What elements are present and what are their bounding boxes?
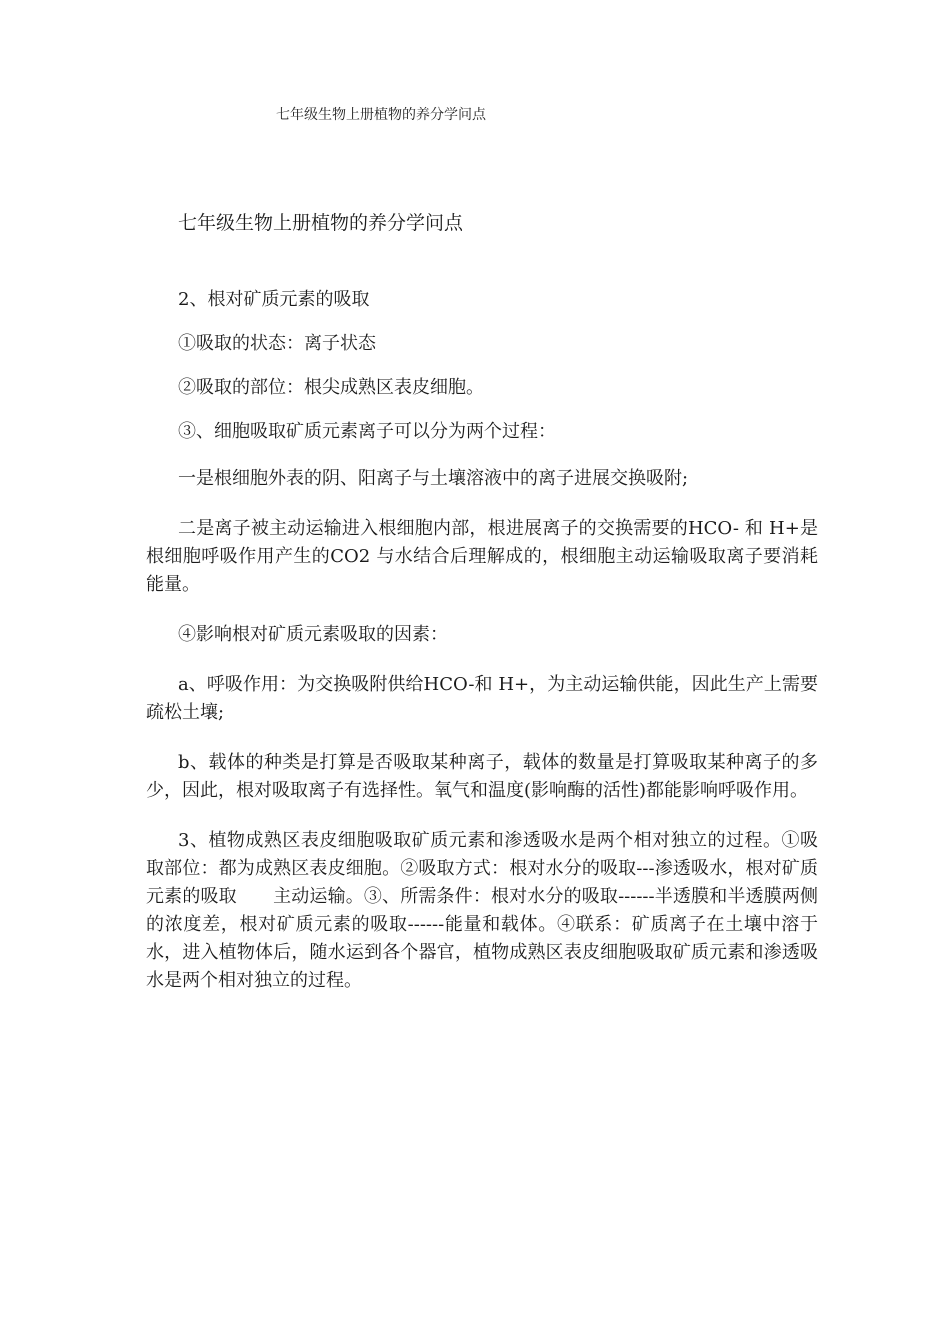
paragraph-exchange-adsorption: 一是根细胞外表的阴、阳离子与土壤溶液中的离子进展交换吸附; <box>178 468 689 489</box>
paragraph-carriers: b、载体的种类是打算是否吸取某种离子，载体的数量是打算吸取某种离子的多少，因此，根对吸取离子有选择性。氧气和温度(影响酶的活性)都能影响呼吸作用。 <box>146 752 818 801</box>
list-item-absorption-process: ③、细胞吸取矿质元素离子可以分为两个过程： <box>178 421 556 442</box>
document-title: 七年级生物上册植物的养分学问点 <box>178 212 464 234</box>
running-header: 七年级生物上册植物的养分学问点 <box>276 107 486 123</box>
list-item-absorption-site: ②吸取的部位：根尖成熟区表皮细胞。 <box>178 377 484 398</box>
list-item-influencing-factors: ④影响根对矿质元素吸取的因素： <box>178 624 448 645</box>
section-3-paragraph: 3、植物成熟区表皮细胞吸取矿质元素和渗透吸水是两个相对独立的过程。①吸取部位：都为成熟区表皮细胞。②吸取方式：根对水分的吸取---渗透吸水，根对矿质元素的吸取 主动运输。③、所需条件：根对水分的吸取------半透膜和半透膜两侧的浓度差，根对矿质元素的吸取------能量和载体。④联系：矿质离子在土壤中溶于水，进入植物体后，随水运到各个器官，植物成熟区表皮细胞吸取矿质元素和渗透吸水是两个相对独立的过程。 <box>146 830 818 991</box>
paragraph-respiration: a、呼吸作用：为交换吸附供给HCO-和 H+，为主动运输供能，因此生产上需要疏松土壤; <box>146 674 818 723</box>
list-item-absorption-state: ①吸取的状态：离子状态 <box>178 333 376 354</box>
section-heading-2: 2、根对矿质元素的吸取 <box>178 289 370 310</box>
document-body <box>146 286 818 995</box>
paragraph-active-transport: 二是离子被主动运输进入根细胞内部，根进展离子的交换需要的HCO- 和 H+是根细胞呼吸作用产生的CO2 与水结合后理解成的，根细胞主动运输吸取离子要消耗能量。 <box>146 518 818 595</box>
